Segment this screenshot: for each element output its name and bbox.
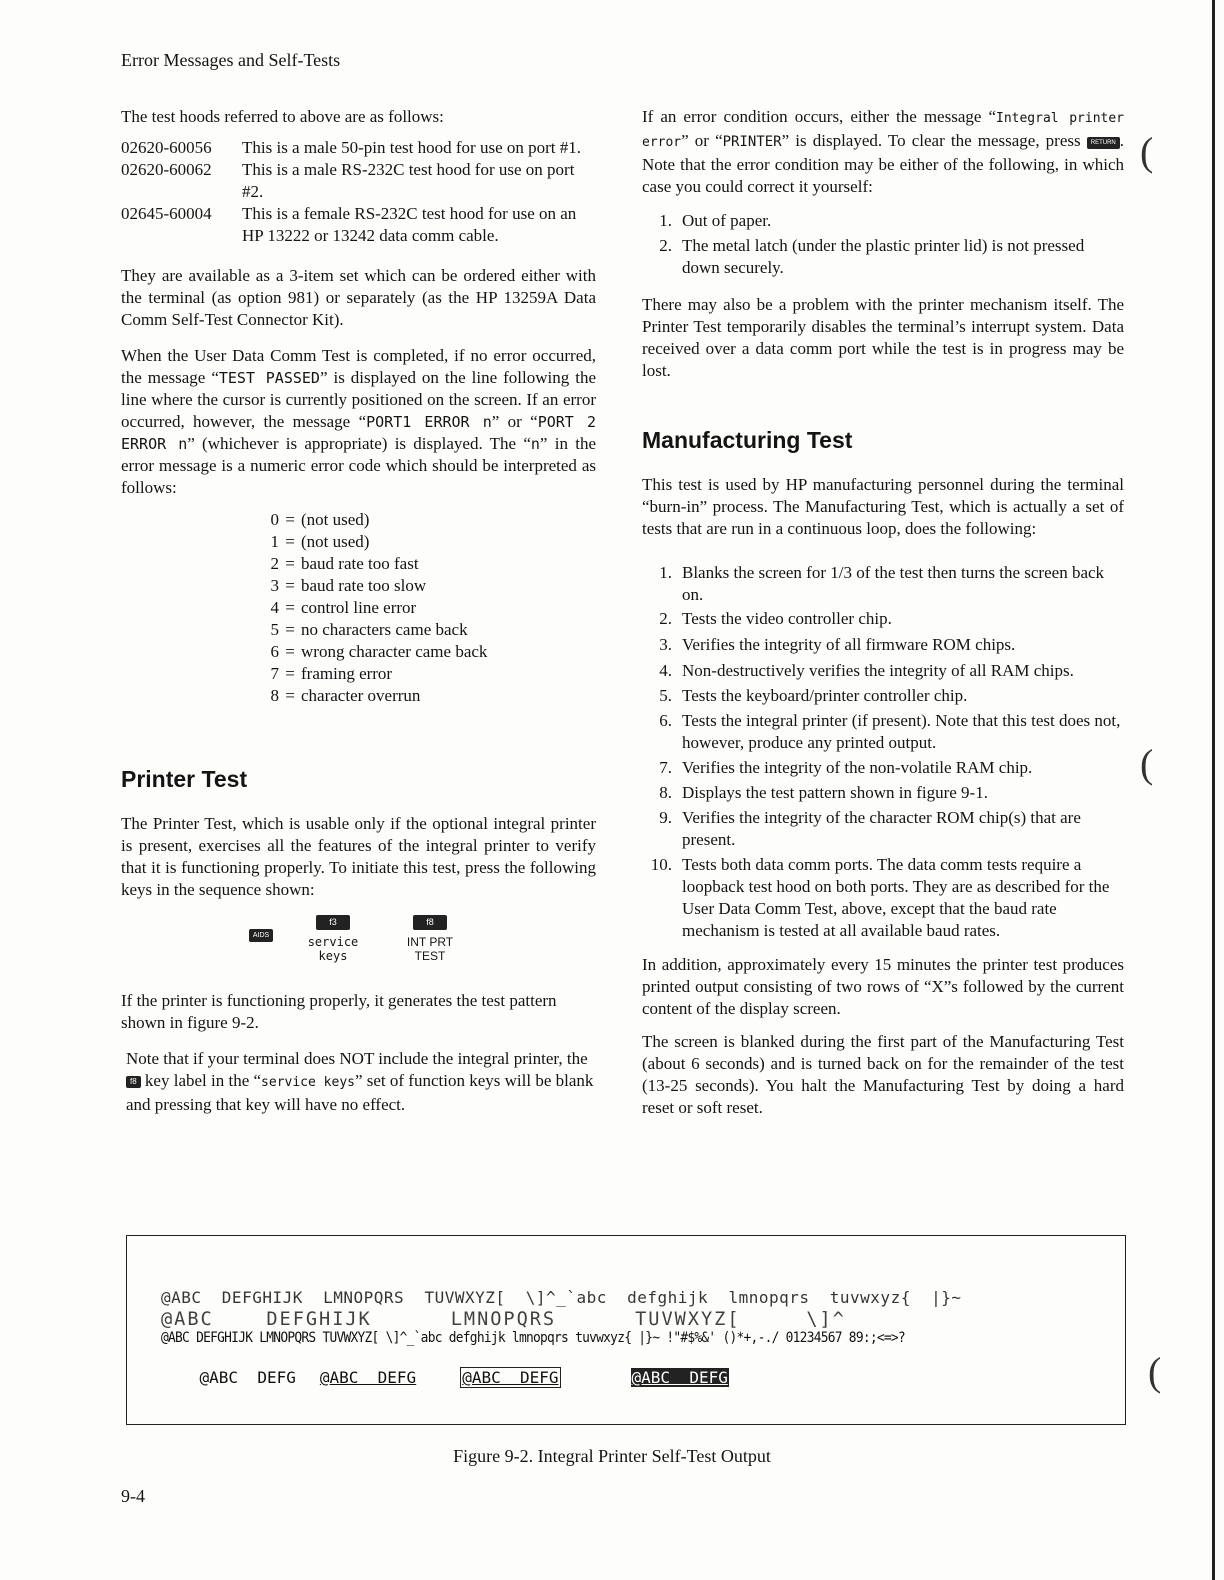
pattern-half-bright-underline: @ABC DEFG xyxy=(462,1368,559,1387)
error-code-row xyxy=(265,531,596,553)
hood-description: This is a female RS-232C test hood for use on an HP 13222 or 13242 data comm cable. xyxy=(242,204,577,245)
code-meaning: control line error xyxy=(301,598,417,617)
page-edge-line xyxy=(1212,0,1215,1580)
item-text: Tests the video controller chip. xyxy=(682,609,892,628)
error-code-row xyxy=(265,597,596,619)
binding-mark: ( xyxy=(1148,1349,1162,1394)
list-item xyxy=(642,807,1124,851)
item-number: 8. xyxy=(659,783,672,802)
list-item xyxy=(642,210,1124,232)
key-label-line: TEST xyxy=(414,949,446,963)
message-text: PRINTER xyxy=(722,134,782,150)
code-equals: = xyxy=(285,510,295,529)
para-available: They are available as a 3-item set which can be ordered either with the terminal (as option 981) or separately (as the HP 13259A Data Comm Self-Test Connector Kit). xyxy=(121,266,596,329)
error-code-row xyxy=(265,619,596,641)
para-printer: The Printer Test, which is usable only if the optional integral printer is present, exercises all the features of the integral printer to verify that it is functioning properly. To initiate this test, press the following keys in the sequence shown: xyxy=(121,814,596,899)
code-equals: = xyxy=(285,576,295,595)
para-blanked: The screen is blanked during the first part of the Manufacturing Test (about 6 seconds) and is turned back on for the remainder of the test (13-25 seconds). You halt the Manufacturing Test by doing a hard reset or soft reset. xyxy=(642,1032,1124,1117)
code-meaning: no characters came back xyxy=(301,620,468,639)
hood-description: This is a male RS-232C test hood for use on port #2. xyxy=(242,160,575,201)
code-equals: = xyxy=(285,620,295,639)
item-number: 4. xyxy=(659,661,672,680)
left-column xyxy=(121,106,596,1116)
text-span: key label in the “ xyxy=(140,1071,262,1090)
hoods-intro: The test hoods referred to above are as follows: xyxy=(121,107,444,126)
code-equals: = xyxy=(285,598,295,617)
code-meaning: wrong character came back xyxy=(301,642,488,661)
key-label-line: keys xyxy=(318,949,348,963)
code-equals: = xyxy=(285,664,295,683)
hood-description: This is a male 50-pin test hood for use on port #1. xyxy=(242,138,582,157)
item-text: Tests the integral printer (if present). Note that this test does not, however, produce any printed output. xyxy=(682,711,1121,752)
list-item xyxy=(642,608,1124,630)
para-addition: In addition, approximately every 15 minutes the printer test produces printed output consisting of two rows of “X”s followed by the current content of the display screen. xyxy=(642,955,1124,1018)
key-label-line: service xyxy=(307,935,359,949)
para-user-test xyxy=(121,345,596,499)
page-number: 9-4 xyxy=(121,1486,145,1506)
manufacturing-steps xyxy=(642,562,1124,942)
item-number: 7. xyxy=(659,758,672,777)
test-output-line: @ABC DEFGHIJK LMNOPQRS TUVWXYZ[ \]^_`abc defghijk lmnopqrs tuvwxyz{ |}~ xyxy=(161,1288,962,1307)
f8-inline-key: f8 xyxy=(126,1076,141,1088)
message-text: Integral printer error xyxy=(642,111,1124,150)
error-code-row xyxy=(265,509,596,531)
text-span: ” or “ xyxy=(491,412,538,431)
item-text: Tests the keyboard/printer controller chip. xyxy=(682,686,968,705)
item-number: 1. xyxy=(659,563,672,582)
message-text: PORT1 ERROR n xyxy=(366,413,492,431)
item-text: Non-destructively verifies the integrity of all RAM chips. xyxy=(682,661,1074,680)
text-span: ” set of function keys will be blank and pressing that key will have no effect. xyxy=(126,1071,594,1114)
text-span: ” (whichever is appropriate) is displayed. The “ xyxy=(187,434,531,453)
f3-key-label xyxy=(301,935,365,963)
text-span: When the User Data Comm Test is completed, if no error occurred, the message “ xyxy=(121,346,596,387)
error-cause-list xyxy=(642,210,1124,279)
item-text: Blanks the screen for 1/3 of the test then turns the screen back on. xyxy=(682,563,1105,604)
code-equals: = xyxy=(285,642,295,661)
list-item xyxy=(642,634,1124,656)
code-meaning: framing error xyxy=(301,664,393,683)
code-number: 2 xyxy=(270,554,279,573)
item-number: 9. xyxy=(659,808,672,827)
para-mechanism: There may also be a problem with the printer mechanism itself. The Printer Test temporarily disables the terminal’s interrupt system. Data received over a data comm port while the test is in progress may be lost. xyxy=(642,295,1124,380)
item-number: 1. xyxy=(659,211,672,230)
list-item xyxy=(642,710,1124,754)
para-manufacturing: This test is used by HP manufacturing personnel during the terminal “burn-in” process. The Manufacturing Test, which is actually a set of tests that are run in a continuous loop, does the following: xyxy=(642,475,1124,538)
message-text: PORT 2 ERROR n xyxy=(121,413,596,453)
text-span: ” is displayed. To clear the message, press xyxy=(781,131,1087,150)
code-number: 3 xyxy=(270,576,279,595)
hood-part-number: 02620-60056 xyxy=(121,138,212,157)
binding-mark: ( xyxy=(1140,741,1154,786)
list-item xyxy=(642,660,1124,682)
code-meaning: baud rate too slow xyxy=(301,576,427,595)
code-number: 4 xyxy=(270,598,279,617)
error-code-list xyxy=(265,509,596,707)
return-key: RETURN xyxy=(1087,137,1120,149)
running-header: Error Messages and Self-Tests xyxy=(121,50,341,70)
item-number: 3. xyxy=(659,635,672,654)
code-number: 7 xyxy=(270,664,279,683)
code-number: 5 xyxy=(270,620,279,639)
code-number: 8 xyxy=(270,686,279,705)
item-text: Verifies the integrity of the character ROM chip(s) that are present. xyxy=(682,808,1081,849)
test-output-line xyxy=(161,1349,729,1406)
text-span: . Note that the error condition may be either of the following, in which case you could correct it yourself: xyxy=(642,131,1124,196)
f8-key-label xyxy=(398,935,462,963)
code-meaning: (not used) xyxy=(301,532,370,551)
f3-key: f3 xyxy=(316,915,350,930)
printer-test-heading: Printer Test xyxy=(121,766,248,792)
message-text: service keys xyxy=(261,1075,355,1090)
code-meaning: character overrun xyxy=(301,686,421,705)
hood-item xyxy=(121,203,596,247)
text-span: ” or “ xyxy=(681,131,723,150)
code-meaning: (not used) xyxy=(301,510,370,529)
item-text: The metal latch (under the plastic printer lid) is not pressed down securely. xyxy=(682,236,1085,277)
key-label-line: INT PRT xyxy=(406,935,454,949)
hood-part-number: 02645-60004 xyxy=(121,204,212,223)
item-number: 10. xyxy=(650,855,672,874)
item-text: Displays the test pattern shown in figure 9-1. xyxy=(682,783,988,802)
list-item xyxy=(642,757,1124,779)
message-text: TEST PASSED xyxy=(218,369,320,387)
pattern-underline: @ABC DEFG xyxy=(319,1368,417,1387)
binding-mark: ( xyxy=(1140,129,1154,174)
item-text: Verifies the integrity of the non-volatile RAM chip. xyxy=(682,758,1033,777)
text-span: ” in the error message is a numeric error code which should be interpreted as follows: xyxy=(121,434,596,497)
message-text: n xyxy=(530,435,540,453)
figure-test-output xyxy=(126,1235,1126,1425)
aids-key: AIDS xyxy=(249,929,273,942)
item-text: Out of paper. xyxy=(682,211,772,230)
item-text: Tests both data comm ports. The data comm tests require a loopback test hood on both ports. They are as described for the User Data Comm Test, above, except that the baud rate mechanism is tested at all available baud rates. xyxy=(682,855,1110,940)
code-number: 0 xyxy=(270,510,279,529)
list-item xyxy=(642,562,1124,606)
hood-list xyxy=(121,137,596,247)
code-number: 1 xyxy=(270,532,279,551)
test-output-line: @ABC DEFGHIJK LMNOPQRS TUVWXYZ[ \]^ xyxy=(161,1308,846,1330)
error-code-row xyxy=(265,575,596,597)
text-span: ” is displayed on the line following the line where the cursor is currently positioned on the screen. If an error occurred, however, the message “ xyxy=(121,368,596,431)
error-code-row xyxy=(265,553,596,575)
item-number: 2. xyxy=(659,236,672,255)
list-item xyxy=(642,782,1124,804)
hood-item xyxy=(121,159,596,203)
code-meaning: baud rate too fast xyxy=(301,554,419,573)
pattern-normal: @ABC DEFG xyxy=(199,1368,296,1387)
item-number: 5. xyxy=(659,686,672,705)
list-item xyxy=(642,235,1124,279)
list-item xyxy=(642,685,1124,707)
figure-caption: Figure 9-2. Integral Printer Self-Test Output xyxy=(453,1446,771,1466)
text-span: Note that if your terminal does NOT include the integral printer, the xyxy=(126,1049,588,1068)
code-equals: = xyxy=(285,686,295,705)
para-functioning: If the printer is functioning properly, it generates the test pattern shown in figure 9-2. xyxy=(121,991,557,1032)
error-code-row xyxy=(265,685,596,707)
hood-item xyxy=(121,137,596,159)
text-span: If an error condition occurs, either the message “ xyxy=(642,107,996,126)
code-number: 6 xyxy=(270,642,279,661)
f8-key: f8 xyxy=(413,915,447,930)
error-code-row xyxy=(265,663,596,685)
code-equals: = xyxy=(285,554,295,573)
list-item xyxy=(642,854,1124,942)
manufacturing-test-heading: Manufacturing Test xyxy=(642,427,853,453)
key-sequence xyxy=(121,915,596,979)
item-number: 2. xyxy=(659,609,672,628)
item-text: Verifies the integrity of all firmware ROM chips. xyxy=(682,635,1016,654)
pattern-inverse: @ABC DEFG xyxy=(631,1368,728,1387)
para-note xyxy=(121,1048,596,1116)
hood-part-number: 02620-60062 xyxy=(121,160,212,179)
code-equals: = xyxy=(285,532,295,551)
error-code-row xyxy=(265,641,596,663)
right-column xyxy=(642,106,1124,1119)
item-number: 6. xyxy=(659,711,672,730)
test-output-line: @ABC DEFGHIJK LMNOPQRS TUVWXYZ[ \]^_`abc defghijk lmnopqrs tuvwxyz{ |}~ !"#$%&' ()*+,-./ 01234567 89:;<=>? xyxy=(161,1330,905,1346)
para-error xyxy=(642,106,1124,198)
